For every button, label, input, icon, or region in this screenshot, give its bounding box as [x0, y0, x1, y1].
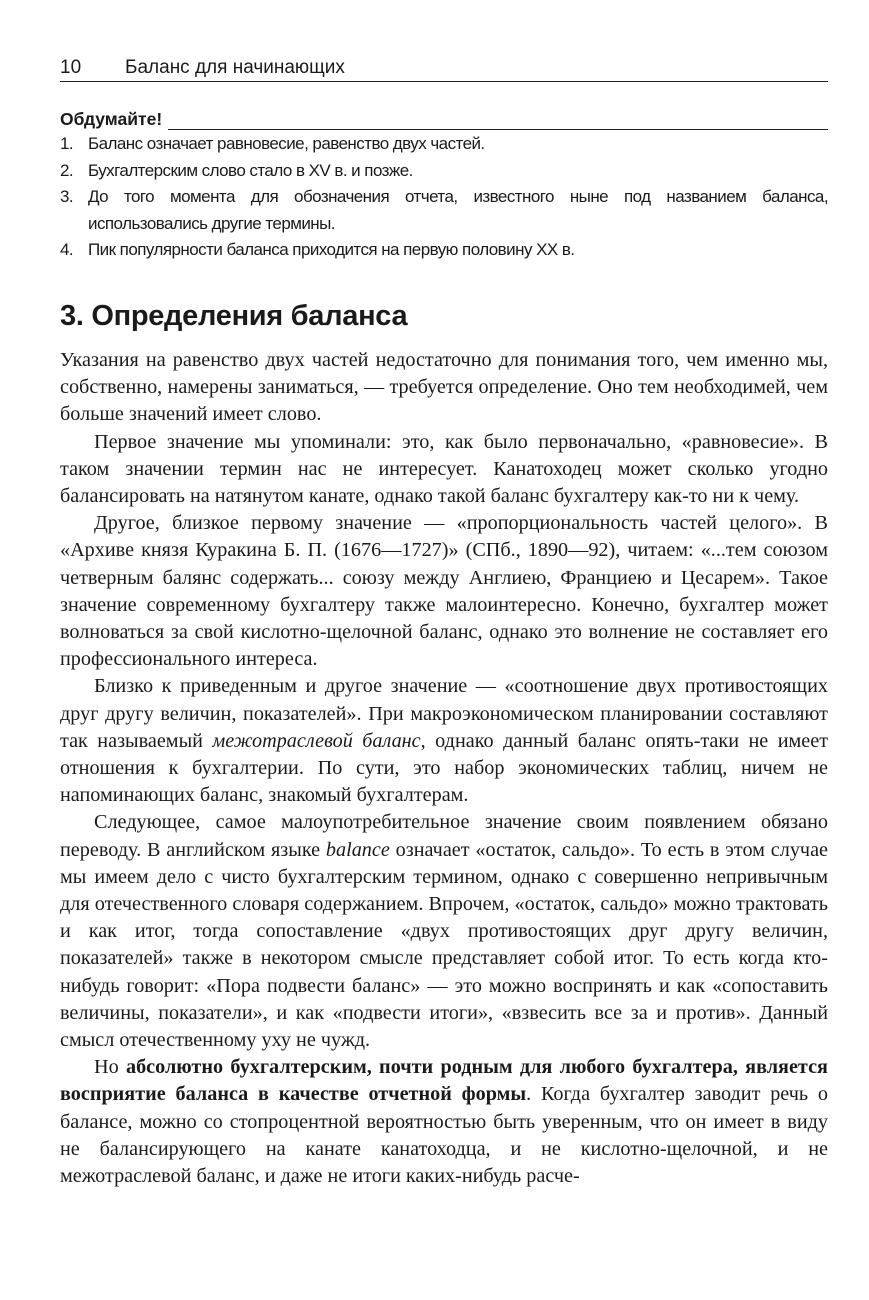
paragraph: Другое, близкое первому значение — «пропорциональность частей целого». В «Архиве князя Куракина Б. П. (1676—1727)» (СПб., 1890—92), читаем: «...тем союзом четверным балянс содержать... союзу между Англиею, Франциею и Цесарем». Такое значение современному бухгалтеру также малоинтересно. Конечно, бухгалтер может волноваться за свой кислотно-щелочной баланс, однако это волнение не составляет его профессионального интереса.: [60, 512, 828, 671]
think-item: [60, 131, 828, 158]
item-number: 3.: [60, 187, 74, 206]
item-text: До того момента для обозначения отчета, известного ныне под названием баланса, использовались другие термины.: [88, 187, 828, 233]
paragraph: [60, 1054, 828, 1190]
page-number: 10: [60, 57, 82, 78]
item-number: 1.: [60, 134, 74, 153]
bold-emphasis: абсолютно бухгалтерским, почти родным для любого бухгалтера, является восприятие баланса в качестве отчетной формы: [60, 1056, 828, 1106]
think-item: [60, 158, 828, 185]
item-number: 4.: [60, 240, 74, 259]
running-header: [60, 57, 828, 82]
text-run: Близко к приведенным и другое значение — «соотношение двух противостоящих друг другу величин, показателей». При макроэкономическом планировании составляют так называемый: [60, 675, 828, 752]
paragraph: [60, 809, 828, 1054]
item-text: Бухгалтерским слово стало в XV в. и позже.: [88, 160, 413, 180]
body-text: [60, 347, 828, 1190]
paragraph: Указания на равенство двух частей недостаточно для понимания того, чем именно мы, собственно, намерены заниматься, — требуется определение. Оно тем необходимей, чем больше значений имеет слово.: [60, 349, 828, 426]
item-text: Пик популярности баланса приходится на первую половину XX в.: [88, 240, 575, 259]
think-item: [60, 184, 828, 237]
think-box-title: [60, 106, 828, 130]
text-run: Но: [94, 1056, 126, 1079]
paragraph: Первое значение мы упоминали: это, как было первоначально, «равновесие». В таком значении термин нас не интересует. Канатоходец может сколько угодно балансировать на натянутом канате, однако такой баланс бухгалтеру как-то ни к чему.: [60, 430, 828, 508]
think-item: [60, 237, 828, 264]
text-run: Следующее, самое малоупотребительное значение своим появлением обязано переводу. В английском языке: [60, 811, 828, 861]
section-heading: 3. Определения баланса: [60, 300, 408, 332]
paragraph: [60, 673, 828, 809]
item-text: Баланс означает равновесие, равенство двух частей.: [88, 134, 485, 153]
text-run: , однако данный баланс опять-таки не имеет отношения к бухгалтерии. По сути, это набор экономических таблиц, ничем не напоминающих баланс, знакомый бухгалтерам.: [60, 729, 829, 807]
title-rule: [168, 113, 828, 130]
item-number: 2.: [60, 160, 74, 180]
text-run: означает «остаток, сальдо». То есть в этом случае мы имеем дело с чисто бухгалтерским термином, однако с совершенно непривычным для отечественного словаря содержанием. Впрочем, «остаток, сальдо» можно трактовать и как итог, тогда сопоставление «двух противостоящих друг другу величин, показателей» также в некотором смысле представляет собой итог. То есть когда кто-нибудь говорит: «Пора подвести баланс» — это можно воспринять и как «сопоставить величины, показатели», и как «подвести итоги», «взвесить все за и против». Данный смысл отечественному уху не чужд.: [60, 838, 828, 1052]
text-run: . Когда бухгалтер заводит речь о балансе, можно со стопроцентной вероятностью быть уверенным, что он имеет в виду не балансирующего на канате канатоходца, и не кислотно-щелочной, и не межотраслевой баланс, и даже не итоги каких-нибудь расче-: [60, 1083, 828, 1188]
think-list: [60, 131, 828, 264]
italic-term: межотраслевой баланс: [212, 729, 421, 752]
running-title: Баланс для начинающих: [125, 57, 345, 78]
italic-term: balance: [325, 838, 390, 861]
think-title-text: Обдумайте!: [60, 109, 163, 129]
